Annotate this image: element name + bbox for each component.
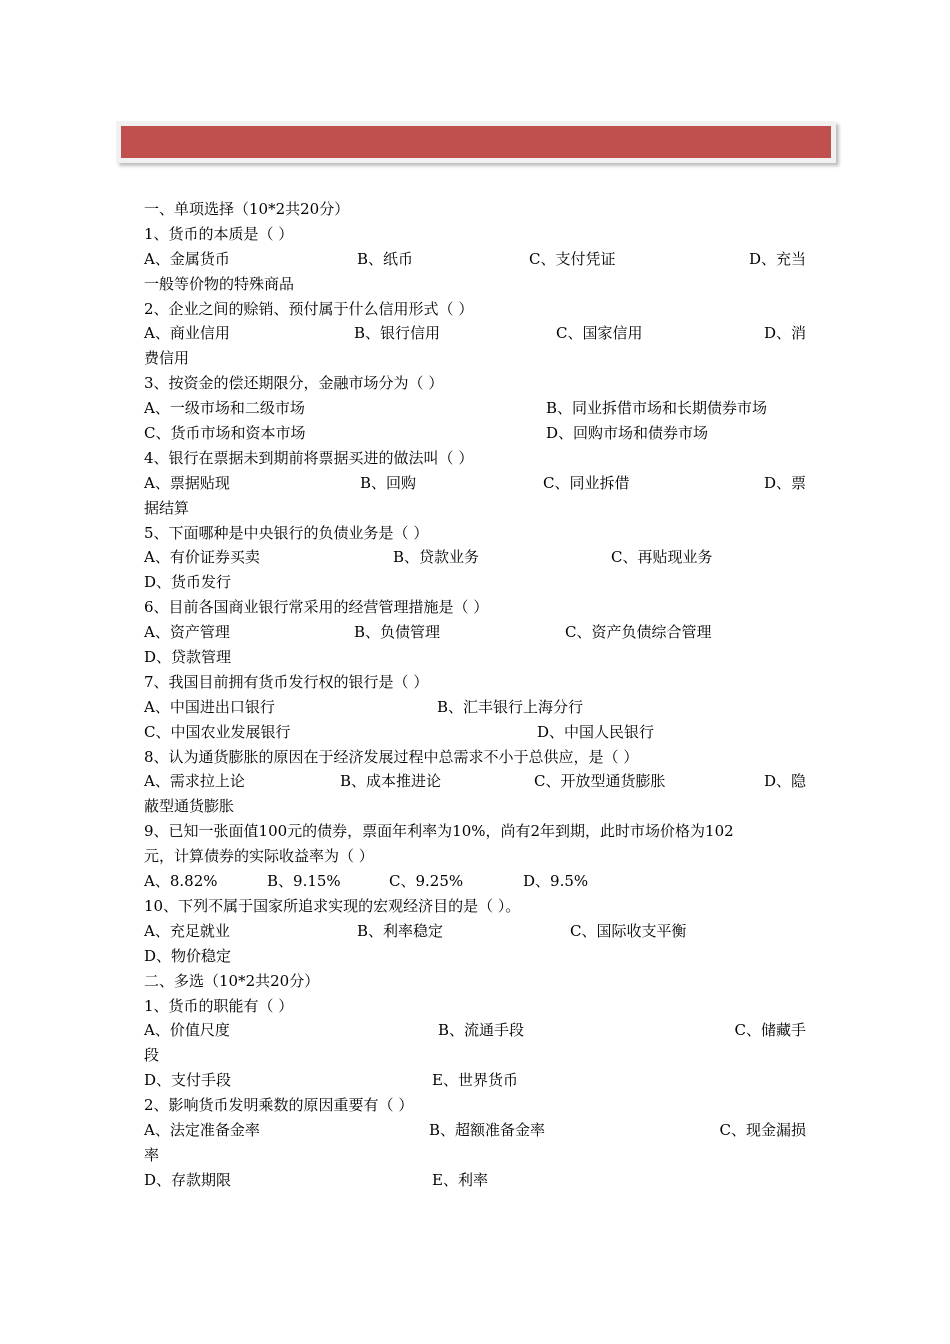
option-c: C、中国农业发展银行 <box>144 722 291 741</box>
section-heading <box>144 969 806 994</box>
option-c: C、再贴现业务 <box>611 548 713 567</box>
question-text <box>144 819 806 844</box>
option-d: D、中国人民银行 <box>537 722 655 741</box>
option-row <box>144 869 806 894</box>
option-row <box>144 545 806 570</box>
option-row <box>144 1168 806 1193</box>
option-a: A、法定准备金率 <box>144 1120 260 1139</box>
option-a: A、充足就业 <box>144 921 230 940</box>
option-row <box>144 1068 806 1093</box>
option-continuation <box>144 570 806 595</box>
question-text <box>144 371 806 396</box>
option-c: C、货币市场和资本市场 <box>144 424 306 443</box>
header-banner-fill <box>121 126 831 158</box>
option-row <box>144 321 806 346</box>
option-a: A、一级市场和二级市场 <box>144 399 305 418</box>
option-a: A、票据贴现 <box>144 473 230 492</box>
question-3: 3、按资金的偿还期限分，金融市场分为（ ） <box>144 374 444 393</box>
option-a: A、资产管理 <box>144 623 230 642</box>
option-continuation <box>144 944 806 969</box>
option-c: C、国家信用 <box>556 324 643 343</box>
option-c: C、同业拆借 <box>543 473 630 492</box>
option-continuation <box>144 346 806 371</box>
option-d: D、支付手段 <box>144 1071 232 1090</box>
option-d: D、物价稳定 <box>144 946 232 965</box>
option-c: C、储藏手 <box>734 1021 806 1040</box>
option-a: A、价值尺度 <box>144 1021 230 1040</box>
option-row <box>144 1018 806 1043</box>
option-d: D、回购市场和债券市场 <box>546 424 709 443</box>
option-c: C、资产负债综合管理 <box>565 623 712 642</box>
option-a: A、有价证券买卖 <box>144 548 260 567</box>
option-d: D、货币发行 <box>144 573 232 592</box>
question-text <box>144 745 806 770</box>
question-text <box>144 446 806 471</box>
section-heading <box>144 197 806 222</box>
question-text <box>144 595 806 620</box>
option-c: C、开放型通货膨胀 <box>534 772 666 791</box>
question-text <box>144 844 806 869</box>
option-continuation <box>144 794 806 819</box>
question-text <box>144 222 806 247</box>
option-d: D、票 <box>763 473 806 492</box>
option-b: B、超额准备金率 <box>429 1120 546 1139</box>
option-c: C、9.25% <box>389 872 464 891</box>
option-d: D、9.5% <box>523 872 589 891</box>
option-continuation <box>144 645 806 670</box>
option-a: A、金属货币 <box>144 249 230 268</box>
option-b: B、贷款业务 <box>393 548 480 567</box>
question-text <box>144 1093 806 1118</box>
option-row <box>144 1118 806 1143</box>
option-c: C、现金漏损 <box>719 1120 806 1139</box>
option-row <box>144 471 806 496</box>
option-d: D、存款期限 <box>144 1170 232 1189</box>
option-b: B、汇丰银行上海分行 <box>437 697 584 716</box>
option-d: D、隐 <box>763 772 806 791</box>
question-text <box>144 994 806 1019</box>
option-e: E、利率 <box>432 1170 488 1189</box>
question-10: 10、下列不属于国家所追求实现的宏观经济目的是（ ）。 <box>144 896 521 915</box>
question-9: 9、已知一张面值100元的债券，票面年利率为10%，尚有2年到期，此时市场价格为102 <box>144 822 734 841</box>
option-continuation <box>144 1143 806 1168</box>
question-9-cont: 元，计算债券的实际收益率为（ ） <box>144 847 374 866</box>
header-banner <box>116 121 836 163</box>
multi-question-2: 2、影响货币发明乘数的原因重要有（ ） <box>144 1096 414 1115</box>
option-c: C、支付凭证 <box>529 249 616 268</box>
multi-question-1: 1、货币的职能有（ ） <box>144 996 294 1015</box>
question-8: 8、认为通货膨胀的原因在于经济发展过程中总需求不小于总供应，是（ ） <box>144 747 639 766</box>
option-a: A、8.82% <box>144 872 218 891</box>
option-d-cont: 据结算 <box>144 498 190 517</box>
option-a: A、商业信用 <box>144 324 230 343</box>
question-text <box>144 297 806 322</box>
question-6: 6、目前各国商业银行常采用的经营管理措施是（ ） <box>144 598 489 617</box>
option-continuation <box>144 1043 806 1068</box>
question-4: 4、银行在票据未到期前将票据买进的做法叫（ ） <box>144 448 474 467</box>
option-continuation <box>144 272 806 297</box>
option-d-cont: 蔽型通货膨胀 <box>144 797 235 816</box>
option-d: D、充当 <box>748 249 806 268</box>
question-text <box>144 521 806 546</box>
question-7: 7、我国目前拥有货币发行权的银行是（ ） <box>144 672 429 691</box>
option-b: B、纸币 <box>357 249 414 268</box>
option-b: B、银行信用 <box>354 324 441 343</box>
section-heading-text: 一、单项选择（10*2共20分） <box>144 200 350 218</box>
option-c-cont: 段 <box>144 1046 160 1065</box>
option-d-cont: 一般等价物的特殊商品 <box>144 274 295 293</box>
option-row <box>144 247 806 272</box>
option-b: B、9.15% <box>267 872 341 891</box>
option-d: D、贷款管理 <box>144 648 232 667</box>
option-b: B、回购 <box>360 473 417 492</box>
option-b: B、流通手段 <box>438 1021 525 1040</box>
option-b: B、成本推进论 <box>340 772 442 791</box>
option-a: A、中国进出口银行 <box>144 697 275 716</box>
option-row <box>144 421 806 446</box>
section-heading-text: 二、多选（10*2共20分） <box>144 971 320 990</box>
question-1: 1、货币的本质是（ ） <box>144 224 294 243</box>
option-continuation <box>144 496 806 521</box>
option-b: B、同业拆借市场和长期债券市场 <box>546 399 768 418</box>
option-row <box>144 396 806 421</box>
option-row <box>144 695 806 720</box>
document-body <box>144 197 806 1193</box>
question-text <box>144 894 806 919</box>
option-b: B、利率稳定 <box>357 921 444 940</box>
option-c: C、国际收支平衡 <box>570 921 687 940</box>
question-text <box>144 670 806 695</box>
option-row <box>144 919 806 944</box>
question-5: 5、下面哪种是中央银行的负债业务是（ ） <box>144 523 429 542</box>
option-c-cont: 率 <box>144 1145 160 1164</box>
option-b: B、负债管理 <box>354 623 441 642</box>
option-e: E、世界货币 <box>432 1071 518 1090</box>
option-row <box>144 769 806 794</box>
question-2: 2、企业之间的赊销、预付属于什么信用形式（ ） <box>144 299 474 318</box>
option-row <box>144 620 806 645</box>
option-d: D、消 <box>763 324 806 343</box>
option-a: A、需求拉上论 <box>144 772 245 791</box>
option-d-cont: 费信用 <box>144 349 190 368</box>
option-row <box>144 720 806 745</box>
